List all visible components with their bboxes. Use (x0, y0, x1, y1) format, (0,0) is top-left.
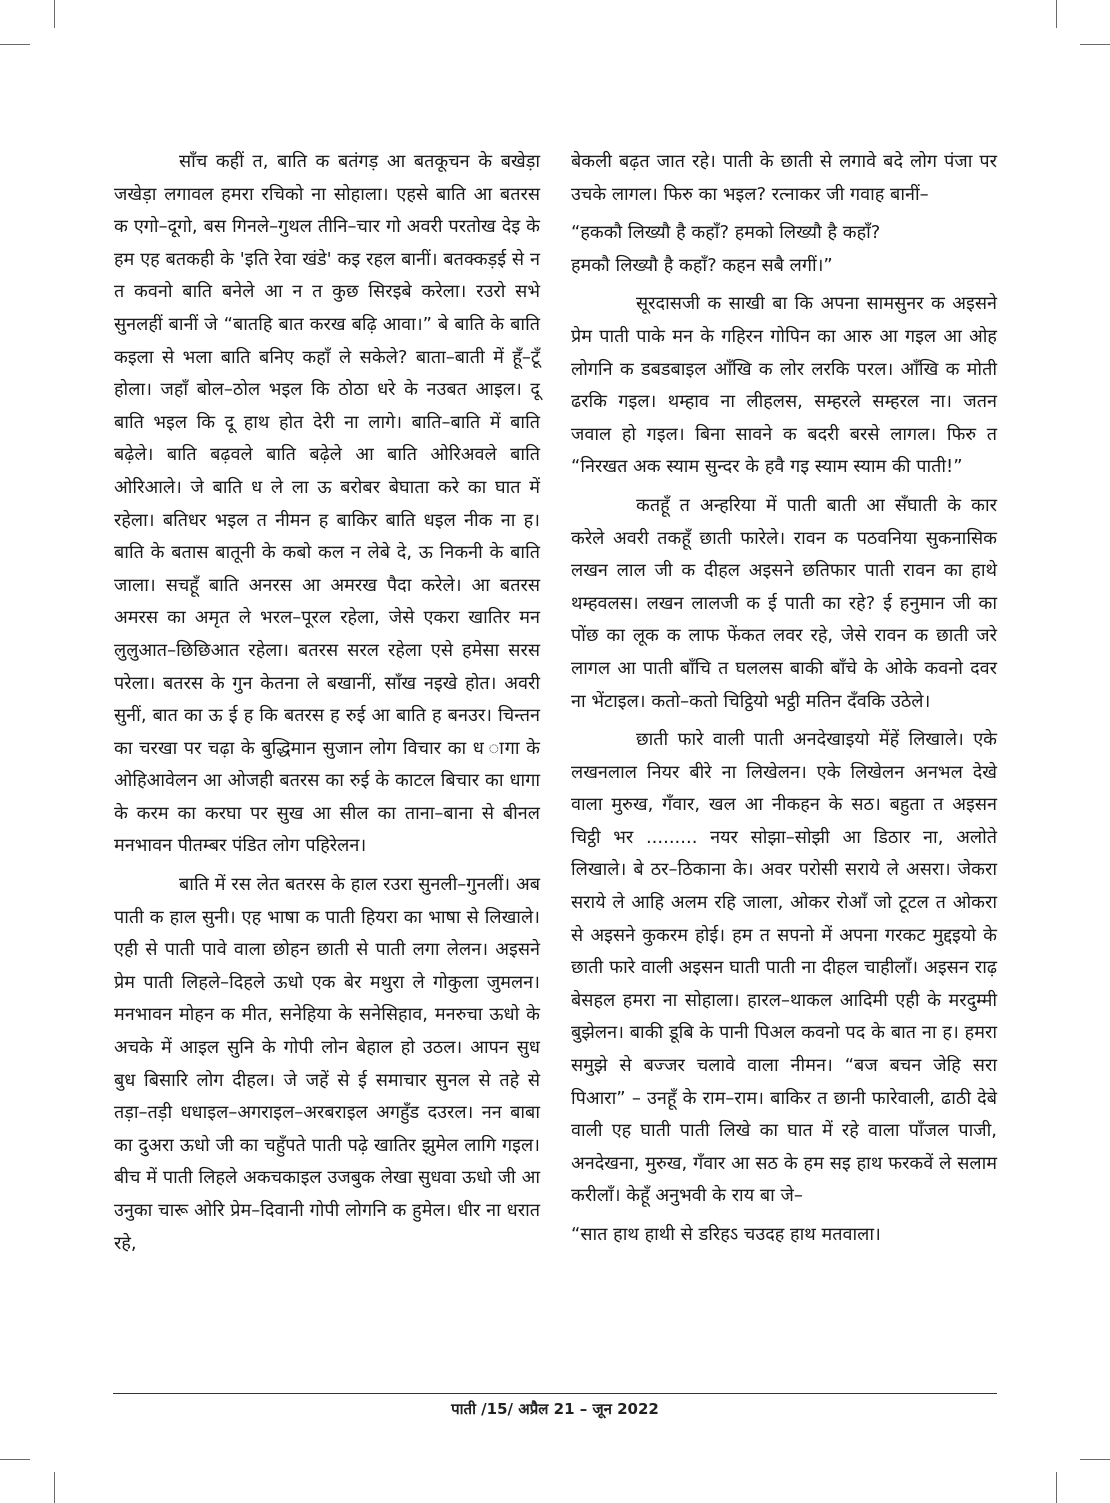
paragraph: साँच कहीं त, बाति क बतंगड़ आ बतकूचन के बखेड़ा जखेड़ा लगावल हमरा रचिको ना सोहाला। एहसे बाति आ बतरस क एगो–दूगो, बस गिनले–गुथल तीनि–चार गो अवरी परतोख देइ के हम एह बतकही के 'इति रेवा खंडे' कइ रहल बानीं। बतक्कड़ई से न त कवनो बाति बनेले आ न त कुछ सिरइबे करेला। रउरो सभे सुनलहीं बानीं जे “बातहि बात करख बढ़ि आवा।” बे बाति के बाति कइला से भला बाति बनिए कहाँ ले सकेले? बाता–बाती में हूँ–टूँ होला। जहाँ बोल–ठोल भइल कि ठोठा धरे के नउबत आइल। दू बाति भइल कि दू हाथ होत देरी ना लागे। बाति–बाति में बाति बढ़ेले। बाति बढ़वले बाति बढ़ेले आ बाति ओरिअवले बाति ओरिआले। जे बाति ध ले ला ऊ बरोबर बेघाता करे का घात में रहेला। बतिधर भइल त नीमन ह बाकिर बाति धइल नीक ना ह। बाति के बतास बातूनी के कबो कल न लेबे दे, ऊ निकनी के बाति जाला। सचहूँ बाति अनरस आ अमरख पैदा करेले। आ बतरस अमरस का अमृत ले भरल–पूरल रहेला, जेसे एकरा खातिर मन लुलुआत–छिछिआत रहेला। बतरस सरल रहेला एसे हमेसा सरस परेला। बतरस के गुन केतना ले बखानीं, साँख नइखे होत। अवरी सुनीं, बात का ऊ ई ह कि बतरस ह रुई आ बाति ह बनउर। चिन्तन का चरखा पर चढ़ा के बुद्धिमान सुजान लोग विचार का ध ागा के ओहिआवेलन आ ओजही बतरस का रुई के काटल बिचार का धागा के करम का करघा पर सुख आ सील का ताना–बाना से बीनल मनभावन पीतम्बर पंडित लोग पहिरेलन। (114, 151, 540, 857)
crop-mark (1056, 0, 1057, 28)
paragraph: सूरदासजी क साखी बा कि अपना सामसुनर क अइसने प्रेम पाती पाके मन के गहिरन गोपिन का आरु आ गइल आ ओह लोगनि क डबडबाइल आँखि क लोर लरकि परल। आँखि क मोती ढरकि गइल। थम्हाव ना लीहलस, सम्हरले सम्हरल ना। जतन जवाल हो गइल। बिना सावने क बदरी बरसे लागल। फिरु त “निरखत अक स्याम सुन्दर के हवै गइ स्याम स्याम की पाती!” (571, 293, 997, 478)
crop-mark (54, 0, 55, 28)
paragraph: बेकली बढ़त जात रहे। पाती के छाती से लगावे बदे लोग पंजा पर उचके लागल। फिरु का भइल? रत्नाकर जी गवाह बानीं– (571, 151, 997, 205)
paragraph: बाति में रस लेत बतरस के हाल रउरा सुनली–गुनलीं। अब पाती क हाल सुनी। एह भाषा क पाती हियरा का भाषा से लिखाले। एही से पाती पावे वाला छोहन छाती से पाती लगा लेलन। अइसने प्रेम पाती लिहले–दिहले ऊधो एक बेर मथुरा ले गोकुला जुमलन। मनभावन मोहन क मीत, सनेहिया के सनेसिहाव, मनरुचा ऊधो के अचके में आइल सुनि के गोपी लोन बेहाल हो उठल। आपन सुध बुध बिसारि लोग दीहल। जे जहें से ई समाचार सुनल से तहे से तड़ा–तड़ी धधाइल–अगराइल–अरबराइल अगहुँड दउरल। नन बाबा का दुअरा ऊधो जी का चहुँपते पाती पढ़े खातिर झुमेल लागि गइल। बीच में पाती लिहले अकचकाइल उजबुक लेखा सुधवा ऊधो जी आ उनुका चारू ओरि प्रेम–दिवानी गोपी लोगनि क हुमेल। धीर ना धरात रहे, (114, 874, 540, 1254)
crop-mark (1080, 44, 1110, 45)
crop-mark (1056, 1472, 1057, 1503)
crop-mark (0, 44, 30, 45)
paragraph: कतहूँ त अन्हरिया में पाती बाती आ सँघाती के कार करेले अवरी तकहूँ छाती फारेले। रावन क पठवनिया सुकनासिक लखन लाल जी क दीहल अइसने छतिफार पाती रावन का हाथे थम्हवलस। लखन लालजी क ई पाती का रहे? ई हनुमान जी का पोंछ का लूक क लाफ फेंकत लवर रहे, जेसे रावन क छाती जरे लागल आ पाती बाँचि त घललस बाकी बाँचे के ओके कवनो दवर ना भेंटाइल। कतो–कतो चिट्ठियो भट्ठी मतिन दँवकि उठेले। (571, 494, 997, 712)
verse-line: “हककौ लिख्यौ है कहाँ? हमको लिख्यौ है कहाँ? (571, 222, 881, 244)
crop-mark (54, 1472, 55, 1503)
crop-mark (0, 1459, 30, 1460)
right-column (571, 146, 997, 1252)
crop-mark (1080, 1459, 1110, 1460)
paragraph: छाती फारे वाली पाती अनदेखाइयो मेंहें लिखाले। एके लखनलाल नियर बीरे ना लिखेलन। एके लिखेलन अनभल देखे वाला मुरुख, गँवार, खल आ नीकहन के सठ। बहुता त अइसन चिट्ठी भर ......... नयर सोझा–सोझी आ डिठार ना, अलोते लिखाले। बे ठर–ठिकाना के। अवर परोसी सराये ले असरा। जेकरा सराये ले आहि अलम रहि जाला, ओकर रोआँ जो टूटल त ओकरा से अइसने कुकरम होई। हम त सपनो में अपना गरकट मुद्दइयो के छाती फारे वाली अइसन घाती पाती ना दीहल चाहीलाँ। अइसन राढ़ बेसहल हमरा ना सोहाला। हारल–थाकल आदिमी एही के मरदुम्मी बुझेलन। बाकी डूबि के पानी पिअल कवनो पद के बात ना ह। हमरा समुझे से बज्जर चलावे वाला नीमन। “बज बचन जेहि सरा पिआरा” – उनहूँ के राम–राम। बाकिर त छानी फारेवाली, ढाठी देबे वाली एह घाती पाती लिखे का घात में रहे वाला पाँजल पाजी, अनदेखना, मुरुख, गँवार आ सठ के हम सइ हाथ फरकवें ले सलाम करीलाँ। केहूँ अनुभवी के राय बा जे– (571, 729, 997, 1207)
verse-line: “सात हाथ हाथी से डरिहऽ चउदह हाथ मतवाला। (571, 1224, 881, 1245)
page-footer: पाती /15/ अप्रैल 21 – जून 2022 (451, 1400, 659, 1418)
left-column (114, 146, 540, 1266)
verse-line: हमकौ लिख्यौ है कहाँ? कहन सबै लगीं।” (571, 254, 833, 276)
footer-rule (113, 1393, 997, 1394)
